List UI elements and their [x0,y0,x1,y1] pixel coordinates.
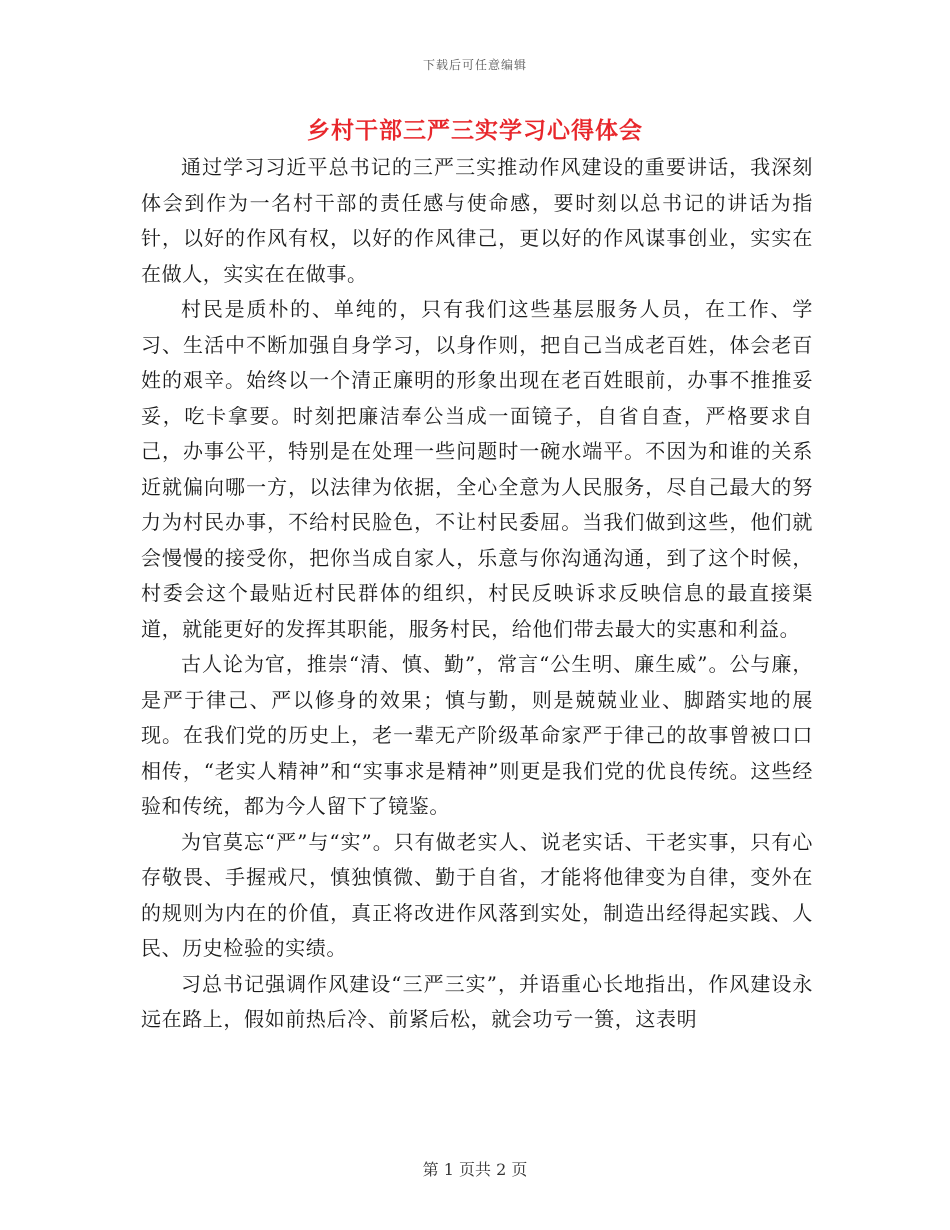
paragraph: 为官莫忘“严”与“实”。只有做老实人、说老实话、干老实事，只有心存敬畏、手握戒尺，慎独慎微、勤于自省，才能将他律变为自律，变外在的规则为内在的价值，真正将改进作风落到实处，制造出经得起实践、人民、历史检验的实绩。 [141,829,813,960]
document-title: 乡村干部三严三实学习心得体会 [307,117,643,144]
paragraph: 习总书记强调作风建设“三严三实”，并语重心长地指出，作风建设永远在路上，假如前热后冷、前紧后松，就会功亏一篑，这表明 [141,971,813,1031]
paragraph: 通过学习习近平总书记的三严三实推动作风建设的重要讲话，我深刻体会到作为一名村干部的责任感与使命感，要时刻以总书记的讲话为指针，以好的作风有权，以好的作风律己，更以好的作风谋事创业，实实在在做人，实实在在做事。 [141,155,813,286]
paragraph: 村民是质朴的、单纯的，只有我们这些基层服务人员，在工作、学习、生活中不断加强自身学习，以身作则，把自己当成老百姓，体会老百姓的艰辛。始终以一个清正廉明的形象出现在老百姓眼前，办事不推推妥妥，吃卡拿要。时刻把廉洁奉公当成一面镜子，自省自查，严格要求自己，办事公平，特别是在处理一些问题时一碗水端平。不因为和谁的关系近就偏向哪一方，以法律为依据，全心全意为人民服务，尽自己最大的努力为村民办事，不给村民脸色，不让村民委屈。当我们做到这些，他们就会慢慢的接受你，把你当成自家人，乐意与你沟通沟通，到了这个时候，村委会这个最贴近村民群体的组织，村民反映诉求反映信息的最直接渠道，就能更好的发挥其职能，服务村民，给他们带去最大的实惠和利益。 [141,297,813,641]
header-note: 下载后可任意编辑 [422,58,527,72]
paragraph: 古人论为官，推崇“清、慎、勤”，常言“公生明、廉生威”。公与廉，是严于律己、严以修身的效果；慎与勤，则是兢兢业业、脚踏实地的展现。在我们党的历史上，老一辈无产阶级革命家严于律己的故事曾被口口相传，“老实人精神”和“实事求是精神”则更是我们党的优良传统。这些经验和传统，都为今人留下了镜鉴。 [141,652,813,818]
page-number: 第 1 页共 2 页 [422,1160,528,1179]
document-body [141,150,813,1038]
